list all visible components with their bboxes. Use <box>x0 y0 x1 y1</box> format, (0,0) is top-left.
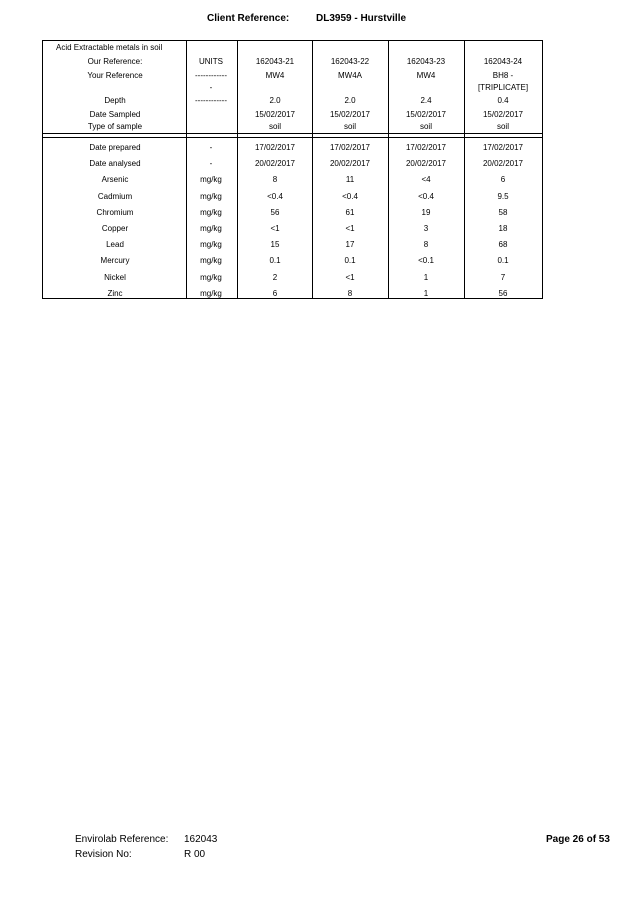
table-cell: 9.5 <box>497 191 509 201</box>
table-cell: 3 <box>423 224 429 233</box>
table-cell: 17/02/2017 <box>405 143 447 152</box>
header-cell: 15/02/2017 <box>329 110 371 119</box>
header-cell: 15/02/2017 <box>482 110 524 119</box>
header-cell: 2.0 <box>344 96 356 105</box>
table-cell: 19 <box>421 207 431 217</box>
analyte-units: mg/kg <box>200 240 222 250</box>
analyte-label: Nickel <box>104 272 126 282</box>
table-title: Acid Extractable metals in soil <box>56 43 163 52</box>
table-cell: 0.1 <box>497 256 509 266</box>
header-cell: 15/02/2017 <box>254 110 296 119</box>
header-cell: 0.4 <box>497 96 509 105</box>
header-cell: [TRIPLICATE] <box>477 83 529 92</box>
table-cell: 20/02/2017 <box>329 159 371 169</box>
analyte-label: Arsenic <box>101 175 129 185</box>
analyte-units: mg/kg <box>200 272 222 282</box>
table-cell: 61 <box>345 207 355 217</box>
header-cell: soil <box>496 122 509 131</box>
table-cell: <0.4 <box>342 191 358 201</box>
header-row-label: Date Sampled <box>89 110 141 119</box>
header-cell: MW4A <box>338 71 362 80</box>
header-cell: 162043-22 <box>330 57 370 66</box>
analyte-label: Zinc <box>107 288 123 298</box>
analyte-units: mg/kg <box>200 288 222 298</box>
table-cell: <1 <box>345 272 355 282</box>
analyte-units: mg/kg <box>200 256 222 266</box>
table-cell: 58 <box>498 207 508 217</box>
table-cell: 20/02/2017 <box>254 159 296 169</box>
table-cell: 1 <box>423 288 429 298</box>
table-cell: 68 <box>498 240 508 250</box>
table-cell: 17/02/2017 <box>329 143 371 152</box>
header-cell: MW4 <box>416 71 436 80</box>
table-cell: 56 <box>270 207 280 217</box>
header-cell: soil <box>343 122 356 131</box>
header-row-label: Depth <box>104 96 126 105</box>
header-cell: 2.0 <box>269 96 281 105</box>
analyte-label: Date analysed <box>89 159 141 169</box>
table-cell: 0.1 <box>269 256 281 266</box>
client-reference-label: Client Reference: <box>207 13 290 24</box>
analyte-label: Copper <box>101 224 129 233</box>
table-cell: 18 <box>498 224 508 233</box>
table-cell: <1 <box>345 224 355 233</box>
analyte-units: mg/kg <box>200 224 222 233</box>
page-number: Page 26 of 53 <box>546 834 610 845</box>
header-row-units: ------------ <box>195 71 227 80</box>
table-cell: 56 <box>498 288 508 298</box>
table-cell: 6 <box>272 288 278 298</box>
analyte-label: Mercury <box>100 256 130 266</box>
table-cell: 1 <box>423 272 429 282</box>
table-cell: 15 <box>270 240 280 250</box>
analyte-label: Date prepared <box>89 143 141 152</box>
header-cell: 162043-23 <box>406 57 446 66</box>
table-cell: 2 <box>272 272 278 282</box>
header-row-label: Our Reference: <box>87 57 143 66</box>
table-cell: <4 <box>421 175 431 185</box>
header-divider <box>43 133 542 134</box>
table-cell: 8 <box>347 288 353 298</box>
header-cell: 2.4 <box>420 96 432 105</box>
envirolab-ref-label: Envirolab Reference: <box>75 834 169 845</box>
analyte-units: mg/kg <box>200 191 222 201</box>
analyte-label: Lead <box>106 240 124 250</box>
table-cell: 8 <box>423 240 429 250</box>
header-row-units: ------------ <box>195 96 227 105</box>
analyte-label: Chromium <box>96 207 134 217</box>
table-cell: <1 <box>270 224 280 233</box>
analyte-units: - <box>209 143 213 152</box>
header-cell: 15/02/2017 <box>405 110 447 119</box>
header-cell: soil <box>419 122 432 131</box>
table-cell: 8 <box>272 175 278 185</box>
analyte-units: mg/kg <box>200 207 222 217</box>
revision-value: R 00 <box>184 849 206 860</box>
revision-label: Revision No: <box>75 849 132 860</box>
table-cell: <0.1 <box>418 256 434 266</box>
table-cell: <0.4 <box>418 191 434 201</box>
envirolab-ref-value: 162043 <box>184 834 218 845</box>
header-cell: 162043-21 <box>255 57 295 66</box>
header-row-units: - <box>209 83 213 92</box>
header-cell: MW4 <box>265 71 285 80</box>
header-cell: soil <box>268 122 281 131</box>
header-row-units: UNITS <box>199 57 223 66</box>
table-cell: 20/02/2017 <box>482 159 524 169</box>
analyte-units: - <box>209 159 213 169</box>
analyte-label: Cadmium <box>97 191 133 201</box>
header-row-label: Type of sample <box>87 122 143 131</box>
table-cell: 20/02/2017 <box>405 159 447 169</box>
analyte-units: mg/kg <box>200 175 222 185</box>
table-cell: 11 <box>345 175 355 185</box>
header-row-label: Your Reference <box>87 71 143 80</box>
header-divider <box>43 137 542 138</box>
table-cell: 17 <box>345 240 355 250</box>
header-cell: BH8 - <box>492 71 514 80</box>
table-cell: 0.1 <box>344 256 356 266</box>
table-cell: <0.4 <box>267 191 283 201</box>
table-cell: 17/02/2017 <box>254 143 296 152</box>
table-cell: 7 <box>500 272 506 282</box>
client-reference-value: DL3959 - Hurstville <box>316 13 407 24</box>
header-cell: 162043-24 <box>483 57 523 66</box>
results-table <box>42 40 543 299</box>
table-cell: 6 <box>500 175 506 185</box>
table-cell: 17/02/2017 <box>482 143 524 152</box>
